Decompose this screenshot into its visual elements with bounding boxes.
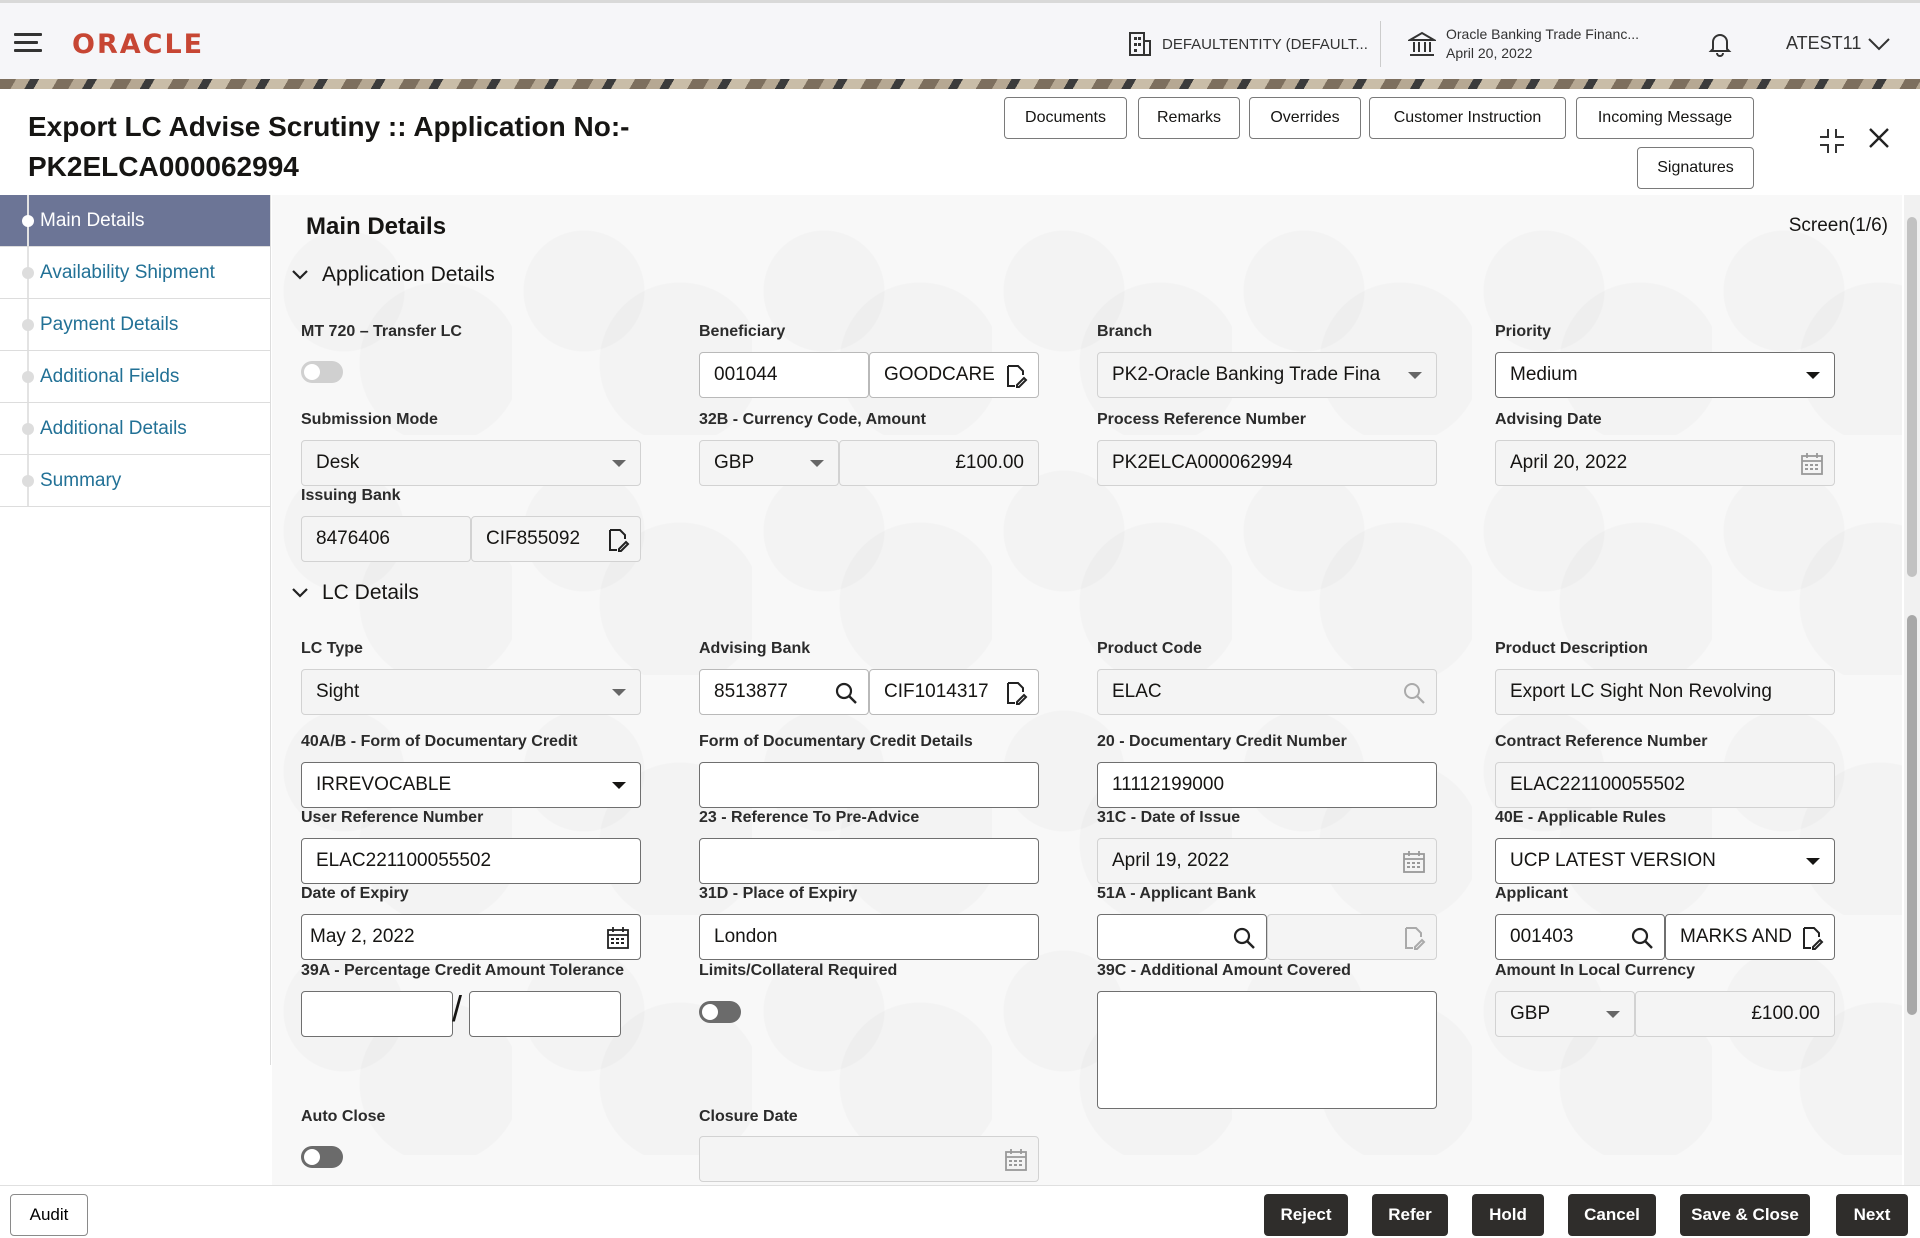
- save-close-button[interactable]: Save & Close: [1680, 1194, 1810, 1236]
- pre-advice-label: 23 - Reference To Pre-Advice: [699, 809, 920, 826]
- chevron-down-icon: [292, 588, 308, 598]
- dropdown-caret-icon: [612, 460, 626, 467]
- page-title: Export LC Advise Scrutiny :: Application No:- PK2ELCA000062994: [28, 111, 630, 182]
- entity-name: DEFAULTENTITY (DEFAULT...: [1162, 35, 1368, 53]
- bank-selector[interactable]: [1408, 25, 1639, 63]
- doc-credit-number-input[interactable]: 11112199000: [1097, 762, 1437, 808]
- next-button[interactable]: Next: [1836, 1194, 1908, 1236]
- form-credit-label: 40A/B - Form of Documentary Credit: [301, 733, 578, 750]
- sidebar-item-availability-shipment[interactable]: Availability Shipment: [0, 247, 270, 299]
- mt720-label: MT 720 – Transfer LC: [301, 323, 462, 340]
- local-amount-input[interactable]: £100.00: [1635, 991, 1835, 1037]
- header-banner: [0, 79, 1920, 89]
- dropdown-caret-icon: [810, 460, 824, 467]
- header-divider: [1380, 21, 1381, 67]
- advising-bank-id-input[interactable]: 8513877: [699, 669, 869, 715]
- advising-bank-label: Advising Bank: [699, 640, 811, 657]
- applicant-name-input[interactable]: MARKS AND: [1665, 914, 1835, 960]
- entity-selector[interactable]: [1128, 31, 1368, 57]
- step-dot-icon: [22, 423, 34, 435]
- sidebar-nav: [0, 195, 271, 1065]
- audit-button[interactable]: Audit: [10, 1194, 88, 1236]
- applicant-bank-label: 51A - Applicant Bank: [1097, 885, 1256, 902]
- dropdown-caret-icon: [612, 689, 626, 696]
- scrollbar-thumb-secondary[interactable]: [1907, 615, 1917, 1015]
- doc-credit-number-label: 20 - Documentary Credit Number: [1097, 733, 1347, 750]
- closure-date-label: Closure Date: [699, 1108, 798, 1125]
- pre-advice-input[interactable]: [699, 838, 1039, 884]
- issuing-bank-id-input[interactable]: 8476406: [301, 516, 471, 562]
- advising-date-input[interactable]: April 20, 2022: [1495, 440, 1835, 486]
- title-bar: [0, 89, 1920, 195]
- branch-label: Branch: [1097, 323, 1153, 340]
- additional-amount-label: 39C - Additional Amount Covered: [1097, 962, 1351, 979]
- auto-close-label: Auto Close: [301, 1108, 386, 1125]
- building-icon: [1128, 31, 1152, 57]
- contract-reference-label: Contract Reference Number: [1495, 733, 1708, 750]
- calendar-icon[interactable]: [1800, 452, 1824, 476]
- dropdown-caret-icon: [1806, 372, 1820, 379]
- user-menu[interactable]: [1786, 33, 1891, 54]
- bank-date: April 20, 2022: [1446, 45, 1533, 61]
- lc-details-header[interactable]: LC Details: [292, 581, 419, 605]
- step-dot-icon: [22, 267, 34, 279]
- bank-name: Oracle Banking Trade Financ...: [1446, 26, 1639, 42]
- product-description-input[interactable]: Export LC Sight Non Revolving: [1495, 669, 1835, 715]
- contract-reference-input[interactable]: ELAC221100055502: [1495, 762, 1835, 808]
- chevron-down-icon: [1867, 37, 1891, 51]
- applicant-id-input[interactable]: 001403: [1495, 914, 1665, 960]
- hamburger-menu-icon[interactable]: [14, 33, 42, 53]
- dropdown-caret-icon: [1806, 858, 1820, 865]
- tolerance-to-input[interactable]: [469, 991, 621, 1037]
- user-name: ATEST11: [1786, 33, 1862, 53]
- calendar-icon[interactable]: [1402, 850, 1426, 874]
- date-of-expiry-label: Date of Expiry: [301, 885, 409, 902]
- shrink-icon[interactable]: [1818, 127, 1846, 160]
- edit-document-icon[interactable]: [1402, 926, 1426, 950]
- step-dot-icon: [22, 371, 34, 383]
- sidebar-item-main-details[interactable]: Main Details: [0, 195, 270, 247]
- edit-document-icon[interactable]: [1800, 926, 1824, 950]
- chevron-down-icon: [292, 270, 308, 280]
- place-of-expiry-input[interactable]: London: [699, 914, 1039, 960]
- advising-bank-cif-input[interactable]: CIF1014317: [869, 669, 1039, 715]
- tolerance-separator: /: [452, 988, 463, 1029]
- screen-counter: Screen(1/6): [1788, 215, 1888, 236]
- search-icon[interactable]: [1630, 926, 1654, 950]
- beneficiary-name-input[interactable]: GOODCARE: [869, 352, 1039, 398]
- dropdown-caret-icon: [1408, 372, 1422, 379]
- user-reference-input[interactable]: ELAC221100055502: [301, 838, 641, 884]
- submission-mode-label: Submission Mode: [301, 411, 438, 428]
- local-currency-select[interactable]: GBP: [1495, 991, 1635, 1037]
- advising-date-label: Advising Date: [1495, 411, 1602, 428]
- top-header: [0, 0, 1920, 82]
- edit-document-icon[interactable]: [606, 528, 630, 552]
- branch-select[interactable]: PK2-Oracle Banking Trade Fina: [1097, 352, 1437, 398]
- local-amount-label: Amount In Local Currency: [1495, 962, 1696, 979]
- documents-button[interactable]: Documents: [1004, 97, 1127, 139]
- beneficiary-id-input[interactable]: 001044: [699, 352, 869, 398]
- sidebar-item-summary[interactable]: Summary: [0, 455, 270, 507]
- additional-amount-textarea[interactable]: [1097, 991, 1437, 1109]
- priority-label: Priority: [1495, 323, 1552, 340]
- issuing-bank-cif-input[interactable]: CIF855092: [471, 516, 641, 562]
- currency-select[interactable]: GBP: [699, 440, 839, 486]
- close-icon[interactable]: [1866, 125, 1892, 156]
- lc-type-select[interactable]: Sight: [301, 669, 641, 715]
- auto-close-toggle[interactable]: [301, 1146, 343, 1168]
- application-details-header[interactable]: Application Details: [292, 263, 495, 287]
- mt720-toggle[interactable]: [301, 361, 343, 383]
- form-credit-details-label: Form of Documentary Credit Details: [699, 733, 973, 750]
- signatures-button[interactable]: Signatures: [1637, 147, 1754, 189]
- date-of-issue-input[interactable]: April 19, 2022: [1097, 838, 1437, 884]
- applicable-rules-select[interactable]: UCP LATEST VERSION: [1495, 838, 1835, 884]
- tolerance-from-input[interactable]: [301, 991, 453, 1037]
- process-reference-input[interactable]: PK2ELCA000062994: [1097, 440, 1437, 486]
- footer-bar: [0, 1185, 1920, 1238]
- product-description-label: Product Description: [1495, 640, 1648, 657]
- step-dot-icon: [22, 215, 34, 227]
- issuing-bank-label: Issuing Bank: [301, 487, 401, 504]
- date-of-issue-label: 31C - Date of Issue: [1097, 809, 1241, 826]
- applicant-bank-name-input[interactable]: [1267, 914, 1437, 960]
- form-credit-details-input[interactable]: [699, 762, 1039, 808]
- section-page-title: Main Details: [306, 213, 447, 240]
- cancel-button[interactable]: Cancel: [1568, 1194, 1656, 1236]
- user-reference-label: User Reference Number: [301, 809, 484, 826]
- closure-date-input[interactable]: [699, 1136, 1039, 1182]
- hold-button[interactable]: Hold: [1472, 1194, 1544, 1236]
- sidebar-item-additional-details[interactable]: Additional Details: [0, 403, 270, 455]
- submission-mode-select[interactable]: Desk: [301, 440, 641, 486]
- main-content: [272, 195, 1902, 1185]
- lc-type-label: LC Type: [301, 640, 363, 657]
- applicant-label: Applicant: [1495, 885, 1568, 902]
- beneficiary-label: Beneficiary: [699, 323, 786, 340]
- search-icon[interactable]: [1402, 681, 1426, 705]
- amount-input[interactable]: £100.00: [839, 440, 1039, 486]
- dropdown-caret-icon: [1606, 1011, 1620, 1018]
- place-of-expiry-label: 31D - Place of Expiry: [699, 885, 858, 902]
- applicable-rules-label: 40E - Applicable Rules: [1495, 809, 1667, 826]
- search-icon[interactable]: [834, 681, 858, 705]
- search-icon[interactable]: [1232, 926, 1256, 950]
- priority-select[interactable]: Medium: [1495, 352, 1835, 398]
- dropdown-caret-icon: [612, 782, 626, 789]
- scrollbar-thumb[interactable]: [1907, 217, 1917, 577]
- limits-label: Limits/Collateral Required: [699, 962, 898, 979]
- remarks-button[interactable]: Remarks: [1138, 97, 1240, 139]
- reject-button[interactable]: Reject: [1264, 1194, 1348, 1236]
- product-code-input[interactable]: ELAC: [1097, 669, 1437, 715]
- date-of-expiry-input[interactable]: May 2, 2022: [301, 914, 641, 960]
- calendar-icon[interactable]: [606, 926, 630, 950]
- customer-instruction-button[interactable]: Customer Instruction: [1369, 97, 1566, 139]
- step-dot-icon: [22, 319, 34, 331]
- applicant-bank-input[interactable]: [1097, 914, 1267, 960]
- edit-document-icon[interactable]: [1004, 364, 1028, 388]
- product-code-label: Product Code: [1097, 640, 1202, 657]
- limits-toggle[interactable]: [699, 1001, 741, 1023]
- step-dot-icon: [22, 475, 34, 487]
- tolerance-label: 39A - Percentage Credit Amount Tolerance: [301, 962, 625, 979]
- bank-icon: [1408, 31, 1436, 57]
- refer-button[interactable]: Refer: [1372, 1194, 1448, 1236]
- oracle-logo: ORACLE: [72, 29, 205, 60]
- process-reference-label: Process Reference Number: [1097, 411, 1306, 428]
- form-credit-select[interactable]: IRREVOCABLE: [301, 762, 641, 808]
- vertical-scrollbar[interactable]: [1904, 195, 1920, 1185]
- sidebar-item-payment-details[interactable]: Payment Details: [0, 299, 270, 351]
- overrides-button[interactable]: Overrides: [1249, 97, 1361, 139]
- bell-icon[interactable]: [1708, 31, 1732, 62]
- currency-amount-label: 32B - Currency Code, Amount: [699, 411, 926, 428]
- calendar-icon[interactable]: [1004, 1148, 1028, 1172]
- incoming-message-button[interactable]: Incoming Message: [1576, 97, 1754, 139]
- sidebar-item-additional-fields[interactable]: Additional Fields: [0, 351, 270, 403]
- edit-document-icon[interactable]: [1004, 681, 1028, 705]
